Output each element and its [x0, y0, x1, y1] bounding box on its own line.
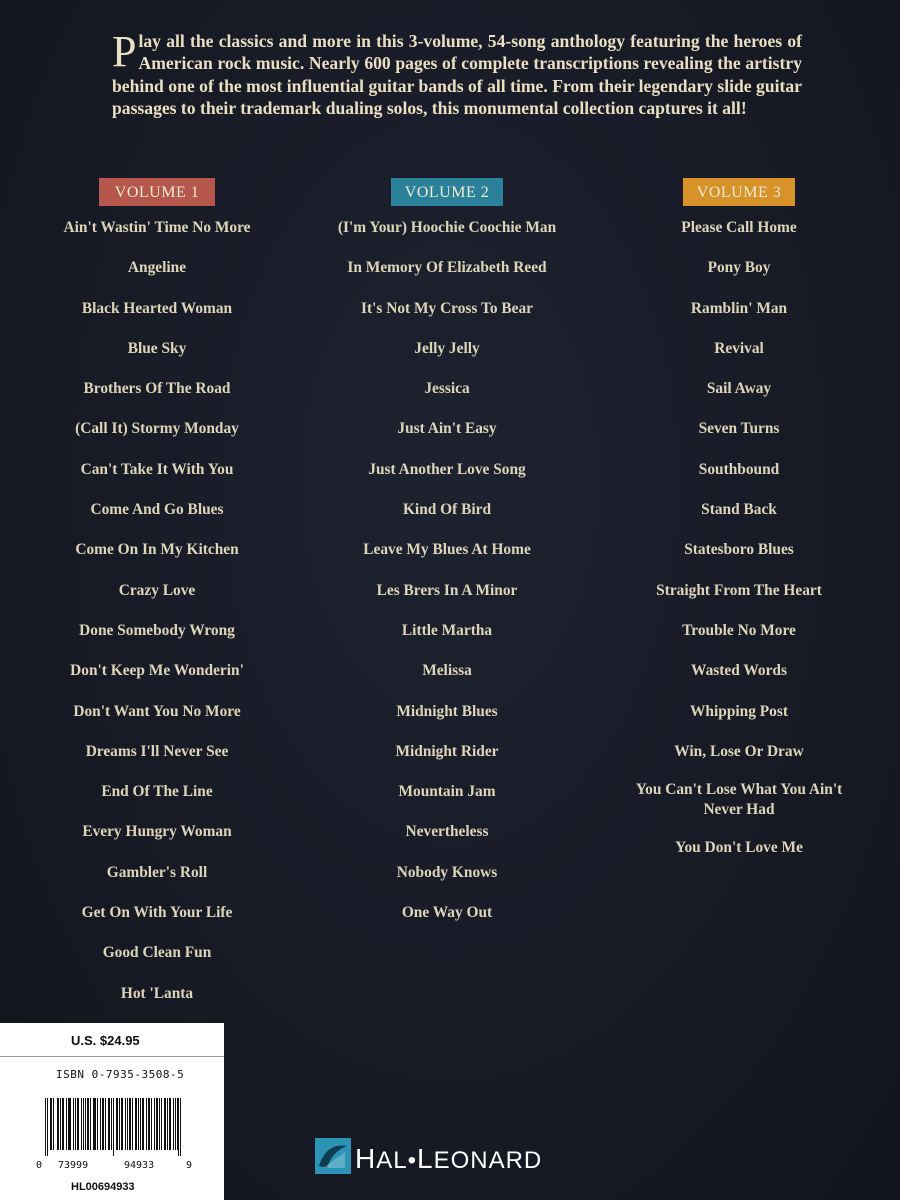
- barcode-bars: [45, 1098, 181, 1156]
- song-title: Whipping Post: [690, 702, 788, 720]
- upc-digit-check: 9: [186, 1160, 193, 1171]
- song-title: Les Brers In A Minor: [376, 581, 518, 599]
- upc-digit-system: 0: [36, 1160, 43, 1171]
- song-title: Pony Boy: [707, 259, 771, 277]
- song-title: In Memory Of Elizabeth Reed: [347, 259, 547, 277]
- song-title: Win, Lose Or Draw: [674, 742, 804, 760]
- song-title: Ain't Wastin' Time No More: [63, 219, 251, 236]
- song-title: Kind Of Bird: [402, 501, 492, 519]
- volume-3-badge: VOLUME 3: [683, 178, 795, 206]
- hal-leonard-logo: [315, 1138, 585, 1176]
- price-barcode-box: [0, 1023, 224, 1200]
- song-title: Gambler's Roll: [106, 863, 208, 881]
- volume-2-song-list: [302, 220, 592, 945]
- song-title: Don't Keep Me Wonderin': [70, 662, 244, 680]
- song-title: Trouble No More: [682, 621, 796, 639]
- song-title: Sail Away: [706, 380, 772, 398]
- song-title: Just Another Love Song: [368, 460, 526, 478]
- song-title: Midnight Rider: [395, 742, 499, 760]
- song-title: Statesboro Blues: [684, 541, 794, 559]
- song-title: Good Clean Fun: [102, 944, 212, 962]
- divider: [0, 1056, 224, 1057]
- song-title: Leave My Blues At Home: [363, 541, 531, 559]
- song-title: Ramblin' Man: [690, 299, 788, 317]
- volume-1-column: [12, 178, 302, 1026]
- song-title: One Way Out: [401, 904, 493, 922]
- song-title: Get On With Your Life: [81, 904, 233, 922]
- volume-3-song-list: [594, 220, 884, 880]
- song-title: Little Martha: [401, 621, 493, 639]
- song-title: Can't Take It With You: [80, 460, 234, 478]
- volume-3-column: [594, 178, 884, 880]
- price-label: U.S. $24.95: [71, 1033, 140, 1048]
- song-title: Melissa: [422, 662, 472, 680]
- song-title: Seven Turns: [698, 420, 780, 438]
- song-title: Come On In My Kitchen: [75, 541, 239, 559]
- publisher-name: HAL•LEONARD: [355, 1143, 543, 1174]
- song-title: Hot 'Lanta: [120, 984, 194, 1002]
- song-title: Nobody Knows: [396, 863, 498, 881]
- song-title: Every Hungry Woman: [82, 823, 232, 841]
- song-title: Black Hearted Woman: [81, 299, 233, 317]
- song-title: Crazy Love: [118, 581, 196, 599]
- song-title: Jelly Jelly: [414, 339, 480, 357]
- song-title: Dreams I'll Never See: [85, 742, 229, 760]
- song-title: Please Call Home: [681, 219, 797, 236]
- song-title: Straight From The Heart: [656, 581, 822, 599]
- item-code-label: HL00694933: [71, 1181, 135, 1193]
- song-title: (Call It) Stormy Monday: [75, 420, 239, 438]
- song-title: Nevertheless: [405, 823, 489, 841]
- drop-cap: P: [112, 27, 137, 76]
- song-title: You Can't Lose What You Ain't Never Had: [635, 781, 843, 819]
- song-title: Revival: [714, 339, 764, 357]
- hal-leonard-logo-icon: [315, 1138, 351, 1174]
- song-title: Wasted Words: [691, 662, 787, 680]
- isbn-label: ISBN 0-7935-3508-5: [56, 1068, 185, 1081]
- song-title: You Don't Love Me: [675, 839, 803, 857]
- song-title: Done Somebody Wrong: [79, 621, 235, 639]
- song-title: Just Ain't Easy: [397, 420, 497, 438]
- song-title: Mountain Jam: [398, 783, 496, 801]
- song-title: Angeline: [127, 259, 187, 277]
- volume-2-column: [302, 178, 592, 945]
- song-title: (I'm Your) Hoochie Coochie Man: [337, 219, 557, 236]
- song-title: Don't Want You No More: [73, 702, 241, 720]
- volume-1-badge: VOLUME 1: [99, 178, 215, 206]
- upc-digits-left: 73999: [58, 1160, 89, 1171]
- song-title: Southbound: [698, 460, 780, 478]
- intro-text: lay all the classics and more in this 3-volume, 54-song anthology featuring the heroes of American rock music. Nearly 600 pages of complete transcriptions revealing the artistry behind one of the most influential guitar bands of all time. From their legendary slide guitar passages to their trademark dualing solos, this monumental collection captures it all!: [112, 31, 802, 118]
- intro-paragraph: [112, 27, 802, 119]
- volume-1-song-list: [12, 220, 302, 1026]
- song-title: Blue Sky: [127, 339, 187, 357]
- song-title: Midnight Blues: [396, 702, 498, 720]
- song-title: It's Not My Cross To Bear: [360, 299, 533, 317]
- song-title: Stand Back: [701, 501, 777, 519]
- song-title: Jessica: [424, 380, 470, 398]
- song-title: Brothers Of The Road: [83, 380, 231, 398]
- upc-digits-right: 94933: [124, 1160, 155, 1171]
- song-title: Come And Go Blues: [90, 501, 224, 519]
- song-title: End Of The Line: [101, 783, 213, 801]
- volume-2-badge: VOLUME 2: [391, 178, 503, 206]
